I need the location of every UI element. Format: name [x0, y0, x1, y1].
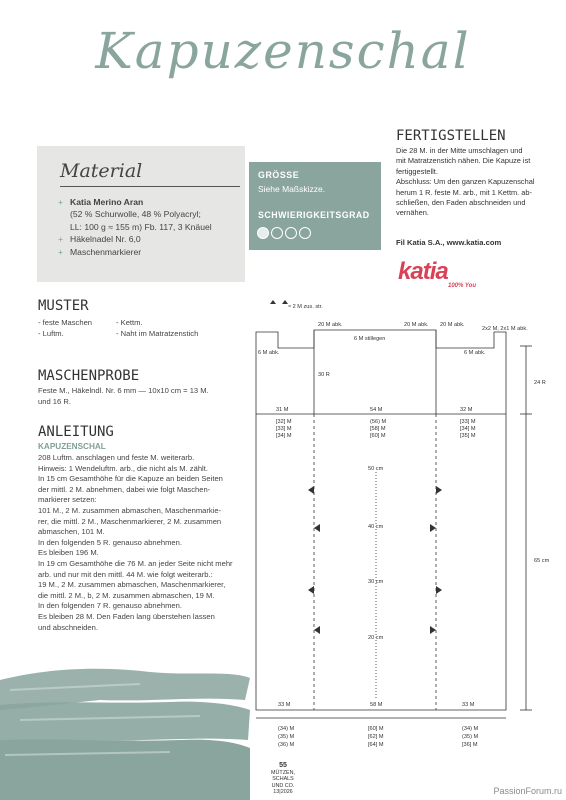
anleitung-subheading: KAPUZENSCHAL: [38, 442, 106, 451]
finishing-heading: FERTIGSTELLEN: [396, 128, 506, 144]
label-bot-center-size: [60] M: [368, 726, 384, 732]
label-mid-left: 31 M: [276, 407, 289, 413]
text-line: rer, die mittl. 2 M., Maschenmarkierer, 2 M. zusammen: [38, 516, 222, 526]
yarn-name: Katia Merino Aran: [70, 197, 144, 207]
text-line: In 19 cm Gesamthöhe die 76 M. an jeder Seite nicht mehr: [38, 558, 233, 568]
label-bot-center-size: [62] M: [368, 734, 384, 740]
watermark: PassionForum.ru: [493, 786, 562, 796]
text-line: mit Matratzenstich nähen. Die Kapuze ist: [396, 156, 531, 166]
text-line: arb. und nur mit den mittl. 44 M. wie folgt weiterarb.:: [38, 569, 213, 579]
marker-arrow: [314, 524, 320, 532]
text-line: In den folgenden 5 R. genauso abnehmen.: [38, 537, 182, 547]
bullet: +: [58, 234, 64, 245]
label-cm20: 20 cm: [368, 635, 384, 641]
hook: Häkelnadel Nr. 6,0: [70, 234, 141, 245]
size-value: Siehe Maßskizze.: [258, 184, 326, 194]
label-cm30: 30 cm: [368, 579, 384, 585]
label-top-center: 6 M stillegen: [354, 336, 386, 342]
label-bot-center: 58 M: [370, 702, 383, 708]
label-top-note: ≈ 2 M zus. str.: [288, 304, 323, 310]
marker-arrow: [270, 300, 276, 304]
label-six-right: 6 M abk.: [464, 350, 486, 356]
label-cm40: 40 cm: [368, 524, 384, 530]
material-divider: [60, 186, 240, 187]
label-mid-center: 54 M: [370, 407, 383, 413]
muster-heading: MUSTER: [38, 298, 89, 314]
marker-arrow: [308, 486, 314, 494]
text-line: markierer setzen:: [38, 495, 97, 505]
difficulty-dots: [256, 226, 326, 240]
schematic-diagram: [248, 300, 566, 765]
katia-logo: katia: [398, 258, 448, 285]
material-heading: Material: [60, 160, 143, 182]
label-mid-center-size: [60] M: [370, 433, 386, 439]
label-bot-center-size: [64] M: [368, 742, 384, 748]
muster-item: - feste Maschen: [38, 318, 93, 327]
text-line: schließen, den Faden abschneiden und: [396, 198, 526, 208]
text-line: 19 M., 2 M. zusammen abmaschen, Maschenmarkierer,: [38, 580, 226, 590]
text-line: Abschluss: Um den ganzen Kapuzenschal: [396, 177, 535, 187]
finishing-text: [396, 146, 546, 219]
label-mid-right-size: [33] M: [460, 419, 476, 425]
difficulty-heading: SCHWIERIGKEITSGRAD: [258, 210, 370, 220]
label-cm65: 65 cm: [534, 558, 550, 564]
marker-arrow: [430, 626, 436, 634]
text-line: vernähen.: [396, 208, 429, 218]
label-mid-left-size: [33] M: [276, 426, 292, 432]
muster-item: - Naht im Matratzenstich: [116, 328, 199, 338]
label-bot-left: 33 M: [278, 702, 291, 708]
page-number: 55: [279, 762, 287, 769]
muster-item: - Luftm.: [38, 328, 64, 338]
bullet: +: [58, 246, 64, 257]
material-item: [58, 233, 212, 245]
text-line: 208 Luftm. anschlagen und feste M. weiterarb.: [38, 453, 195, 462]
maschenprobe-text: [38, 386, 209, 407]
marker-arrow: [436, 586, 442, 594]
text-line: Hinweis: 1 Wendeluftm. arb., die nicht als M. zählt.: [38, 463, 208, 473]
text-line: In 15 cm Gesamthöhe für die Kapuze an beiden Seiten: [38, 474, 223, 484]
label-bot-right: 33 M: [462, 702, 475, 708]
bullet: +: [58, 197, 64, 207]
footer-issue: 13|2026: [273, 789, 293, 796]
label-bot-left-size: (36) M: [278, 742, 295, 748]
text-line: 101 M., 2 M. zusammen abmaschen, Maschenmarkie-: [38, 505, 222, 515]
label-mid-center-size: [58] M: [370, 426, 386, 432]
text-line: und abschneiden.: [38, 622, 98, 632]
text-line: der mittl. 2 M. abnehmen, dabei wie folgt Maschen-: [38, 484, 211, 494]
material-item: [58, 246, 212, 258]
label-mid-right-size: [35] M: [460, 433, 476, 439]
size-heading: GRÖSSE: [258, 170, 300, 180]
markers: Maschenmarkierer: [70, 246, 142, 257]
label-bot-right-size: (34) M: [462, 726, 479, 732]
marker-arrow: [308, 586, 314, 594]
label-top-left: 20 M abk.: [318, 322, 343, 328]
difficulty-dot: [272, 228, 283, 239]
difficulty-dot: [300, 228, 311, 239]
material-list: [58, 196, 212, 258]
label-right-top: 2x2 M, 2x1 M abk.: [482, 326, 528, 332]
anleitung-text: [38, 453, 248, 633]
brush-stroke-decoration: [0, 660, 250, 800]
label-six-left: 6 M abk.: [258, 350, 280, 356]
marker-arrow: [436, 486, 442, 494]
difficulty-dot: [258, 228, 269, 239]
label-mid-left-size: [34] M: [276, 433, 292, 439]
text-line: herum 1 R. feste M. arb., mit 1 Kettm. ab-: [396, 187, 532, 197]
anleitung-heading: ANLEITUNG: [38, 424, 114, 440]
label-mid-left-size: [32] M: [276, 419, 292, 425]
material-item: [58, 196, 212, 233]
text-line: In den folgenden 7 R. genauso abnehmen.: [38, 601, 182, 611]
text-line: Feste M., Häkelndl. Nr. 6 mm — 10x10 cm = 13 M.: [38, 386, 209, 395]
text-line: und 16 R.: [38, 396, 71, 406]
text-line: Die 28 M. in der Mitte umschlagen und: [396, 146, 523, 155]
credit-line: Fil Katia S.A., www.katia.com: [396, 238, 502, 247]
marker-arrow: [430, 524, 436, 532]
text-line: fertiggestellt.: [396, 166, 438, 176]
text-line: abmaschen, 101 M.: [38, 527, 105, 537]
yarn-detail: LL: 100 g ≈ 155 m) Fb. 117, 3 Knäuel: [70, 221, 212, 232]
label-r24: 24 R: [534, 380, 546, 386]
text-line: Es bleiben 28 M. Den Faden lang überstehen lassen: [38, 611, 215, 621]
label-top-mid: 20 M abk.: [404, 322, 429, 328]
page-title: Kapuzenschal: [95, 22, 471, 80]
label-r30: 30 R: [318, 372, 330, 378]
label-bot-right-size: [36] M: [462, 742, 478, 748]
yarn-detail: (52 % Schurwolle, 48 % Polyacryl;: [70, 209, 201, 220]
label-mid-center-size: (56) M: [370, 419, 387, 425]
label-cm50: 50 cm: [368, 466, 384, 472]
muster-left: [38, 318, 92, 339]
label-mid-right: 32 M: [460, 407, 473, 413]
text-line: Es bleiben 196 M.: [38, 548, 99, 558]
label-top-right: 20 M abk.: [440, 322, 465, 328]
maschenprobe-heading: MASCHENPROBE: [38, 368, 140, 384]
difficulty-dot: [286, 228, 297, 239]
page-footer: [270, 763, 296, 796]
muster-right: [116, 318, 198, 339]
katia-slogan: 100% You: [448, 283, 477, 289]
marker-arrow: [314, 626, 320, 634]
footer-line: MÜTZEN, SCHALS: [271, 769, 295, 783]
label-bot-left-size: (34) M: [278, 726, 295, 732]
label-mid-right-size: [34] M: [460, 426, 476, 432]
muster-item: - Kettm.: [116, 318, 143, 327]
label-bot-left-size: (35) M: [278, 734, 295, 740]
label-bot-right-size: (35) M: [462, 734, 479, 740]
diagram-outline: [256, 330, 506, 710]
text-line: die mittl. 2 M., b, 2 M. zusammen abmaschen, 19 M.: [38, 590, 215, 600]
footer-line: UND CO.: [271, 782, 295, 789]
